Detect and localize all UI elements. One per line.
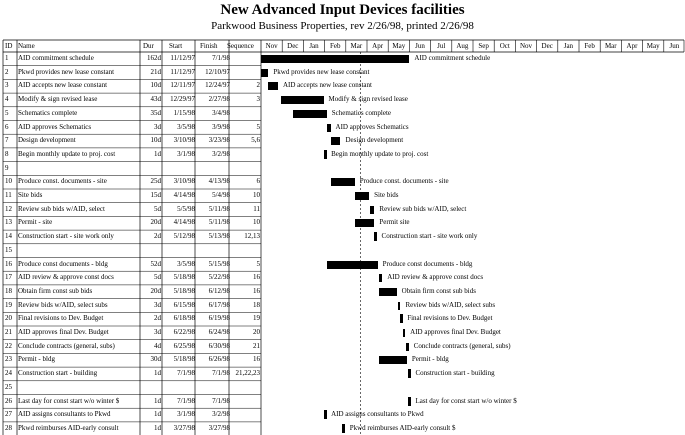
task-name: AID approves final Dev. Budget bbox=[18, 328, 109, 336]
month-header: May bbox=[392, 42, 406, 50]
bar-label: Pkwd reimburses AID-early consult $ bbox=[349, 423, 456, 432]
task-sequence: 5,6 bbox=[251, 136, 260, 145]
task-start: 11/12/97 bbox=[170, 67, 195, 76]
gantt-bar[interactable] bbox=[261, 69, 268, 77]
task-row[interactable] bbox=[3, 326, 685, 339]
task-row[interactable] bbox=[3, 340, 685, 353]
task-id: 1 bbox=[5, 54, 9, 62]
bar-label: Modify & sign revised lease bbox=[328, 95, 408, 104]
task-sequence: 18 bbox=[253, 300, 260, 309]
task-name: Site bids bbox=[18, 191, 43, 199]
milestone-marker[interactable] bbox=[408, 369, 411, 378]
task-start: 1/15/98 bbox=[173, 108, 195, 117]
task-sequence: 16 bbox=[253, 355, 260, 364]
task-name: Produce const. documents - site bbox=[18, 177, 107, 186]
month-header: Oct bbox=[499, 42, 510, 50]
bar-label: AID approves final Dev. Budget bbox=[410, 328, 501, 336]
task-id: 26 bbox=[5, 396, 12, 405]
task-sequence bbox=[229, 66, 260, 79]
task-start bbox=[163, 162, 195, 175]
task-sequence: 16 bbox=[253, 273, 260, 282]
task-duration: 15d bbox=[150, 191, 161, 199]
task-sequence: 5 bbox=[256, 259, 260, 268]
task-sequence bbox=[229, 395, 260, 408]
task-finish: 7/1/98 bbox=[212, 54, 230, 62]
task-row[interactable] bbox=[3, 244, 685, 257]
task-duration: 3d bbox=[154, 300, 161, 309]
task-sequence: 19 bbox=[253, 314, 260, 323]
month-header: Aug bbox=[456, 42, 469, 50]
task-id: 3 bbox=[5, 81, 9, 90]
task-sequence bbox=[229, 107, 260, 120]
gantt-bar[interactable] bbox=[355, 192, 369, 200]
task-row[interactable] bbox=[3, 162, 685, 175]
task-duration: 10d bbox=[150, 81, 161, 90]
task-row[interactable] bbox=[3, 93, 685, 106]
gantt-bar[interactable] bbox=[331, 137, 341, 145]
task-start: 6/22/98 bbox=[173, 328, 195, 336]
task-row[interactable] bbox=[3, 271, 685, 284]
task-finish: 12/24/97 bbox=[205, 81, 230, 90]
task-finish bbox=[196, 162, 230, 175]
task-duration: 5d bbox=[154, 204, 161, 213]
task-sequence: 3 bbox=[256, 95, 260, 104]
task-row[interactable] bbox=[3, 408, 685, 421]
task-row[interactable] bbox=[3, 203, 685, 216]
task-id: 5 bbox=[5, 108, 9, 117]
bar-label: Construction start - site work only bbox=[381, 232, 478, 241]
task-duration: 20d bbox=[150, 218, 161, 227]
task-id: 21 bbox=[5, 328, 12, 336]
task-row[interactable] bbox=[3, 52, 685, 65]
month-header: Nov bbox=[519, 42, 533, 50]
task-duration: 1d bbox=[154, 149, 161, 158]
task-start: 3/1/98 bbox=[177, 149, 195, 158]
gantt-bar[interactable] bbox=[370, 206, 374, 214]
task-finish: 3/27/98 bbox=[208, 423, 230, 432]
task-duration: 4d bbox=[154, 341, 161, 350]
task-name: Schematics complete bbox=[18, 108, 78, 117]
task-finish: 3/9/98 bbox=[212, 122, 230, 131]
task-sequence bbox=[229, 408, 260, 421]
milestone-marker[interactable] bbox=[324, 410, 327, 419]
gantt-bar[interactable] bbox=[398, 302, 400, 310]
task-row[interactable] bbox=[3, 422, 685, 435]
milestone-marker[interactable] bbox=[400, 314, 403, 323]
milestone-marker[interactable] bbox=[374, 232, 377, 241]
task-name: Review bids w/AID, select subs bbox=[18, 300, 108, 309]
task-start: 7/1/98 bbox=[177, 369, 195, 378]
gantt-bar[interactable] bbox=[327, 261, 377, 269]
task-start: 6/15/98 bbox=[173, 300, 195, 309]
task-duration: 1d bbox=[154, 396, 161, 405]
task-start: 12/29/97 bbox=[170, 95, 195, 104]
task-duration: 1d bbox=[154, 423, 161, 432]
task-finish: 5/4/98 bbox=[212, 191, 230, 199]
header-id: ID bbox=[5, 42, 13, 50]
task-start: 6/18/98 bbox=[173, 314, 195, 323]
bar-label: Produce const documents - bldg bbox=[382, 259, 473, 268]
task-row[interactable] bbox=[3, 299, 685, 312]
task-sequence bbox=[229, 52, 260, 65]
task-finish: 3/23/98 bbox=[208, 136, 230, 145]
task-sequence bbox=[229, 422, 260, 435]
bar-label: Site bids bbox=[374, 191, 399, 199]
task-sequence bbox=[229, 162, 260, 175]
task-row[interactable] bbox=[3, 79, 685, 92]
task-start: 3/5/98 bbox=[177, 122, 195, 131]
task-start: 3/10/98 bbox=[173, 136, 195, 145]
task-finish: 7/1/98 bbox=[212, 396, 230, 405]
task-id: 20 bbox=[5, 314, 12, 323]
task-id: 23 bbox=[5, 355, 12, 364]
bar-label: AID assigns consultants to Pkwd bbox=[331, 410, 424, 419]
task-sequence: 10 bbox=[253, 191, 260, 199]
gantt-bar[interactable] bbox=[403, 329, 405, 337]
task-id: 22 bbox=[5, 341, 12, 350]
month-header: Jun bbox=[669, 42, 680, 50]
month-header: Dec bbox=[541, 42, 553, 50]
task-name: AID approves Schematics bbox=[18, 122, 92, 131]
task-start: 7/1/98 bbox=[177, 396, 195, 405]
bar-label: Pkwd provides new lease constant bbox=[273, 67, 370, 76]
task-duration bbox=[141, 244, 161, 257]
task-name: Review sub bids w/AID, select bbox=[18, 204, 105, 213]
task-row[interactable] bbox=[3, 395, 685, 408]
task-duration: 3d bbox=[154, 122, 161, 131]
task-id: 14 bbox=[5, 232, 12, 241]
task-finish bbox=[196, 381, 230, 394]
gantt-bar[interactable] bbox=[331, 178, 355, 186]
task-name: Begin monthly update to proj. cost bbox=[18, 149, 116, 158]
task-duration: 2d bbox=[154, 314, 161, 323]
header-name: Name bbox=[18, 42, 35, 50]
task-duration: 52d bbox=[150, 259, 161, 268]
page-subtitle: Parkwood Business Properties, rev 2/26/98, printed 2/26/98 bbox=[211, 20, 474, 32]
bar-label: Conclude contracts (general, subs) bbox=[413, 341, 511, 350]
task-name: Modify & sign revised lease bbox=[18, 95, 98, 104]
gantt-bar[interactable] bbox=[406, 343, 409, 351]
task-row[interactable] bbox=[3, 216, 685, 229]
task-duration: 162d bbox=[147, 54, 161, 62]
task-finish: 6/24/98 bbox=[208, 328, 230, 336]
task-finish: 6/30/98 bbox=[208, 341, 230, 350]
task-finish: 3/2/98 bbox=[212, 410, 230, 419]
task-name: AID commitment schedule bbox=[18, 54, 94, 62]
task-duration: 2d bbox=[154, 232, 161, 241]
task-duration: 5d bbox=[154, 273, 161, 282]
task-finish: 5/22/98 bbox=[208, 273, 230, 282]
task-start: 4/14/98 bbox=[173, 191, 195, 199]
task-duration: 20d bbox=[150, 286, 161, 295]
task-name bbox=[18, 381, 141, 394]
task-duration bbox=[141, 381, 161, 394]
task-finish: 12/10/97 bbox=[205, 67, 230, 76]
bar-label: Permit site bbox=[379, 218, 410, 227]
bar-label: Design development bbox=[345, 136, 404, 145]
gantt-bar[interactable] bbox=[261, 55, 409, 63]
task-start: 5/5/98 bbox=[177, 204, 195, 213]
month-header: Jan bbox=[563, 42, 574, 50]
task-finish: 6/19/98 bbox=[208, 314, 230, 323]
task-id: 17 bbox=[5, 273, 12, 282]
bar-label: Produce const. documents - site bbox=[359, 177, 449, 186]
task-start: 3/27/98 bbox=[173, 423, 195, 432]
task-sequence: 16 bbox=[253, 286, 260, 295]
month-header: Jul bbox=[437, 42, 446, 50]
task-duration: 21d bbox=[150, 67, 161, 76]
milestone-marker[interactable] bbox=[342, 424, 345, 433]
bar-label: AID commitment schedule bbox=[414, 54, 491, 62]
task-id: 19 bbox=[5, 300, 12, 309]
task-row[interactable] bbox=[3, 258, 685, 271]
task-sequence bbox=[229, 244, 260, 257]
task-start: 3/1/98 bbox=[177, 410, 195, 419]
task-id: 13 bbox=[5, 218, 12, 227]
task-id: 28 bbox=[5, 423, 12, 432]
task-sequence: 5 bbox=[256, 122, 260, 131]
task-sequence: 10 bbox=[253, 218, 260, 227]
task-row[interactable] bbox=[3, 148, 685, 161]
bar-label: Obtain firm const sub bids bbox=[401, 286, 476, 295]
bar-label: Last day for const start w/o winter $ bbox=[415, 396, 517, 405]
header-sequence: Sequence bbox=[227, 42, 254, 50]
task-start bbox=[163, 381, 195, 394]
task-name: Permit - site bbox=[18, 218, 53, 227]
month-header: Feb bbox=[584, 42, 595, 50]
task-row[interactable] bbox=[3, 189, 685, 202]
task-id: 4 bbox=[5, 95, 9, 104]
gantt-bar[interactable] bbox=[379, 288, 397, 296]
month-header: Mar bbox=[604, 42, 617, 50]
task-id: 15 bbox=[5, 245, 12, 254]
task-sequence: 6 bbox=[256, 177, 260, 186]
bar-label: AID review & approve const docs bbox=[387, 273, 484, 282]
month-header: Sep bbox=[478, 42, 489, 50]
task-row[interactable] bbox=[3, 134, 685, 147]
task-start bbox=[163, 244, 195, 257]
task-name: AID accepts new lease constant bbox=[18, 81, 108, 90]
month-header: Jan bbox=[309, 42, 319, 50]
task-start: 5/18/98 bbox=[173, 355, 195, 364]
task-id: 27 bbox=[5, 410, 12, 419]
gantt-bar[interactable] bbox=[281, 96, 323, 104]
task-name: Permit - bldg bbox=[18, 355, 55, 364]
task-id: 25 bbox=[5, 382, 12, 391]
task-sequence bbox=[229, 148, 260, 161]
task-start: 5/18/98 bbox=[173, 273, 195, 282]
task-row[interactable] bbox=[3, 285, 685, 298]
task-duration: 1d bbox=[154, 410, 161, 419]
task-sequence: 12,13 bbox=[244, 232, 260, 241]
task-sequence: 11 bbox=[253, 204, 260, 213]
task-finish: 7/1/98 bbox=[212, 369, 230, 378]
task-id: 10 bbox=[5, 177, 12, 186]
task-row[interactable] bbox=[3, 66, 685, 79]
month-header: Dec bbox=[287, 42, 299, 50]
gantt-bar[interactable] bbox=[379, 274, 383, 282]
month-header: May bbox=[646, 42, 660, 50]
gantt-bar[interactable] bbox=[268, 82, 278, 90]
month-header: Mar bbox=[350, 42, 363, 50]
milestone-marker[interactable] bbox=[324, 150, 327, 159]
task-finish: 6/12/98 bbox=[208, 286, 230, 295]
bar-label: Review sub bids w/AID, select bbox=[379, 204, 467, 213]
task-id: 7 bbox=[5, 136, 9, 145]
task-start: 3/10/98 bbox=[173, 177, 195, 186]
task-duration: 1d bbox=[154, 369, 161, 378]
month-header: Nov bbox=[265, 42, 278, 50]
task-name: AID assigns consultants to Pkwd bbox=[18, 410, 111, 419]
page-title: New Advanced Input Devices facilities bbox=[220, 2, 465, 18]
task-row[interactable] bbox=[3, 312, 685, 325]
gantt-bar[interactable] bbox=[355, 219, 374, 227]
task-name: Final revisions to Dev. Budget bbox=[18, 314, 104, 323]
task-row[interactable] bbox=[3, 107, 685, 120]
task-start: 5/12/98 bbox=[173, 232, 195, 241]
task-duration: 30d bbox=[150, 355, 161, 364]
gantt-bar[interactable] bbox=[379, 356, 407, 364]
task-name: Last day for const start w/o winter $ bbox=[18, 396, 120, 405]
task-sequence: 2 bbox=[256, 81, 260, 90]
task-finish: 6/17/98 bbox=[208, 300, 230, 309]
task-duration: 35d bbox=[150, 108, 161, 117]
bar-label: Begin monthly update to proj. cost bbox=[331, 149, 429, 158]
month-header: Feb bbox=[329, 42, 341, 50]
header-duration: Dur bbox=[143, 42, 154, 50]
task-start: 11/12/97 bbox=[170, 54, 195, 62]
task-id: 18 bbox=[5, 286, 12, 295]
bar-label: Review bids w/AID, select subs bbox=[405, 300, 496, 309]
task-id: 8 bbox=[5, 149, 9, 158]
task-name: Produce const documents - bldg bbox=[18, 259, 108, 268]
task-row[interactable] bbox=[3, 353, 685, 366]
task-start: 6/25/98 bbox=[173, 341, 195, 350]
bar-label: Permit - bldg bbox=[411, 355, 449, 364]
bar-label: Construction start - building bbox=[415, 369, 495, 378]
task-name: Pkwd provides new lease constant bbox=[18, 67, 115, 76]
task-id: 9 bbox=[5, 163, 9, 172]
milestone-marker[interactable] bbox=[408, 397, 411, 406]
task-finish: 5/13/98 bbox=[208, 232, 230, 241]
task-name: Design development bbox=[18, 136, 76, 145]
task-name: Obtain firm const sub bids bbox=[18, 286, 93, 295]
task-start: 4/14/98 bbox=[173, 218, 195, 227]
task-finish bbox=[196, 244, 230, 257]
task-finish: 5/15/98 bbox=[208, 259, 230, 268]
task-name: Construction start - site work only bbox=[18, 232, 114, 241]
header-start: Start bbox=[169, 42, 183, 50]
task-start: 5/18/98 bbox=[173, 286, 195, 295]
task-duration: 43d bbox=[150, 95, 161, 104]
task-finish: 5/11/98 bbox=[208, 204, 230, 213]
month-header: Apr bbox=[626, 42, 638, 50]
task-name bbox=[18, 244, 141, 257]
header-finish: Finish bbox=[200, 42, 218, 50]
task-finish: 2/27/98 bbox=[208, 95, 230, 104]
task-duration bbox=[141, 162, 161, 175]
task-sequence: 21,22,23 bbox=[235, 369, 260, 378]
task-sequence: 21 bbox=[253, 341, 260, 350]
task-duration: 10d bbox=[150, 136, 161, 145]
task-duration: 3d bbox=[154, 328, 161, 336]
task-name: Conclude contracts (general, subs) bbox=[18, 341, 115, 350]
task-name: Construction start - building bbox=[18, 369, 98, 378]
task-name: Pkwd reimburses AID-early consult bbox=[18, 423, 119, 432]
bar-label: AID accepts new lease constant bbox=[282, 81, 372, 90]
task-duration: 25d bbox=[150, 177, 161, 186]
task-id: 24 bbox=[5, 369, 12, 378]
task-finish: 3/2/98 bbox=[212, 149, 230, 158]
task-row[interactable] bbox=[3, 230, 685, 243]
task-id: 2 bbox=[5, 67, 9, 76]
gantt-bar[interactable] bbox=[327, 124, 330, 132]
task-finish: 6/26/98 bbox=[208, 355, 230, 364]
month-header: Jun bbox=[415, 42, 425, 50]
task-finish: 3/4/98 bbox=[212, 108, 230, 117]
task-sequence: 20 bbox=[253, 328, 260, 336]
task-row[interactable] bbox=[3, 175, 685, 188]
task-name bbox=[18, 162, 141, 175]
task-row[interactable] bbox=[3, 367, 685, 380]
bar-label: Schematics complete bbox=[331, 108, 392, 117]
task-id: 11 bbox=[5, 191, 12, 199]
task-row[interactable] bbox=[3, 121, 685, 134]
task-id: 12 bbox=[5, 204, 12, 213]
task-name: AID review & approve const docs bbox=[18, 273, 114, 282]
task-start: 3/5/98 bbox=[177, 259, 195, 268]
task-row[interactable] bbox=[3, 381, 685, 394]
task-start: 12/11/97 bbox=[170, 81, 195, 90]
bar-label: AID approves Schematics bbox=[335, 122, 409, 131]
task-id: 16 bbox=[5, 259, 12, 268]
task-sequence bbox=[229, 381, 260, 394]
gantt-bar[interactable] bbox=[293, 110, 327, 118]
bar-label: Final revisions to Dev. Budget bbox=[407, 314, 493, 323]
month-header: Apr bbox=[372, 42, 384, 50]
task-finish: 5/11/98 bbox=[208, 218, 230, 227]
task-finish: 4/13/98 bbox=[208, 177, 230, 186]
task-id: 6 bbox=[5, 122, 9, 131]
